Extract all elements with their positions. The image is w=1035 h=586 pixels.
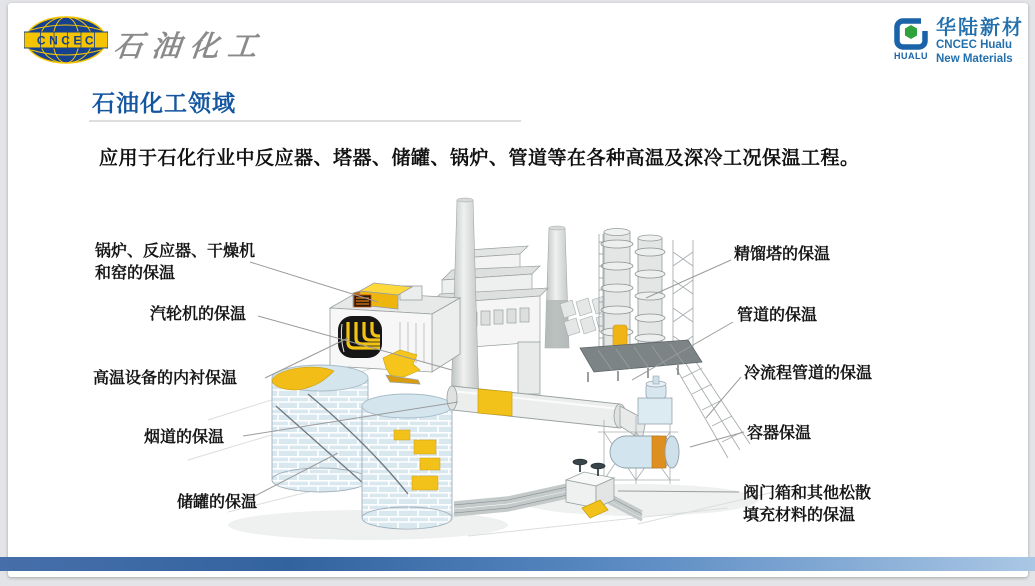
cncec-logo-text: CNCEC (36, 33, 98, 48)
callout-flue-duct: 烟道的保温 (144, 429, 225, 446)
callout-cold-process-pipe: 冷流程管道的保温 (744, 365, 873, 382)
callout-pipe: 管道的保温 (737, 307, 818, 324)
callout-valve-box-loose-fill: 阀门箱和其他松散 填充材料的保温 (743, 485, 872, 524)
hualu-mark-label: HUALU (894, 51, 928, 61)
page-title: 石油化工领域 (92, 90, 236, 116)
brand-calligraphy-text: 石油化工 (112, 29, 268, 63)
intro-text: 应用于石化行业中反应器、塔器、储罐、锅炉、管道等在各种高温及深冷工况保温工程。 (99, 148, 860, 169)
hualu-name-en-2: New Materials (936, 52, 1013, 65)
callout-high-temp-lining: 高温设备的内衬保温 (93, 370, 238, 387)
callout-steam-turbine: 汽轮机的保温 (150, 306, 247, 323)
bottom-accent-bar (0, 557, 1035, 571)
callout-storage-tank: 储罐的保温 (177, 494, 258, 511)
hualu-name-en-1: CNCEC Hualu (936, 39, 1013, 51)
callout-boiler-reactor-dryer-kiln: 锅炉、反应器、干燥机 和窑的保温 (95, 243, 256, 282)
callout-distillation-tower: 精馏塔的保温 (734, 246, 831, 263)
callout-vessel: 容器保温 (747, 425, 812, 442)
hualu-name-cn: 华陆新材 (936, 17, 1024, 39)
